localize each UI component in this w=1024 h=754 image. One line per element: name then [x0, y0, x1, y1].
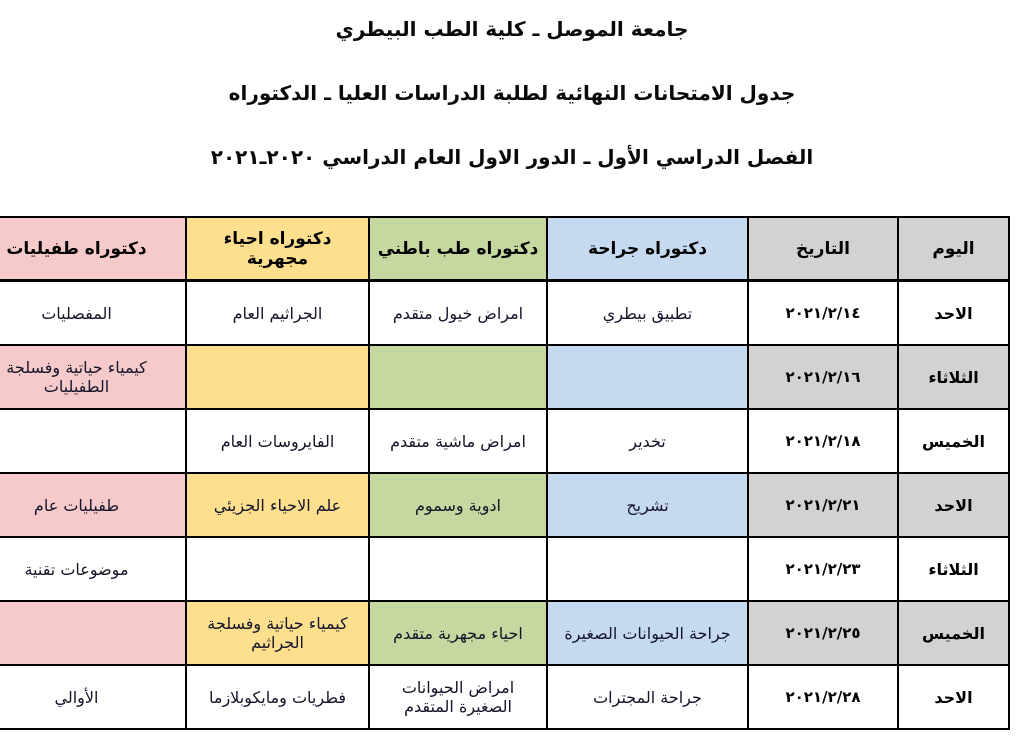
column-header-parasitology: دكتوراه طفيليات	[0, 217, 186, 281]
cell-parasitology: الأوالي	[0, 665, 186, 729]
cell-surgery	[547, 537, 748, 601]
cell-surgery: تخدير	[547, 409, 748, 473]
cell-internal: احياء مجهرية متقدم	[369, 601, 547, 665]
cell-date: ٢٠٢١/٢/٢٨	[748, 665, 898, 729]
cell-day: الثلاثاء	[898, 537, 1009, 601]
table-body	[0, 281, 1009, 730]
cell-parasitology: طفيليات عام	[0, 473, 186, 537]
schedule-title: جدول الامتحانات النهائية لطلبة الدراسات العليا ـ الدكتوراه	[228, 81, 796, 105]
cell-internal: امراض خيول متقدم	[369, 281, 547, 346]
column-header-surgery: دكتوراه جراحة	[547, 217, 748, 281]
cell-internal	[369, 345, 547, 409]
cell-micro	[186, 345, 369, 409]
cell-date: ٢٠٢١/٢/١٦	[748, 345, 898, 409]
semester-title: الفصل الدراسي الأول ـ الدور الاول العام الدراسي ٢٠٢٠ـ٢٠٢١	[210, 145, 814, 169]
table-row	[0, 409, 1009, 473]
exam-schedule-table	[0, 216, 1010, 730]
cell-day: الاحد	[898, 473, 1009, 537]
cell-internal: ادوية وسموم	[369, 473, 547, 537]
table-row	[0, 345, 1009, 409]
cell-date: ٢٠٢١/٢/٢١	[748, 473, 898, 537]
cell-day: الاحد	[898, 665, 1009, 729]
table-header	[0, 217, 1009, 281]
cell-date: ٢٠٢١/٢/١٨	[748, 409, 898, 473]
document-header	[0, 0, 1024, 170]
cell-internal: امراض الحيوانات الصغيرة المتقدم	[369, 665, 547, 729]
cell-internal	[369, 537, 547, 601]
cell-surgery: جراحة المجترات	[547, 665, 748, 729]
cell-surgery: تشريح	[547, 473, 748, 537]
cell-day: الخميس	[898, 601, 1009, 665]
table-row	[0, 537, 1009, 601]
cell-micro: كيمياء حياتية وفسلجة الجراثيم	[186, 601, 369, 665]
cell-parasitology	[0, 601, 186, 665]
cell-micro: الجراثيم العام	[186, 281, 369, 346]
cell-internal: امراض ماشية متقدم	[369, 409, 547, 473]
table-row	[0, 601, 1009, 665]
cell-day: الاحد	[898, 281, 1009, 346]
university-title: جامعة الموصل ـ كلية الطب البيطري	[335, 17, 689, 41]
cell-micro: الفايروسات العام	[186, 409, 369, 473]
cell-surgery: جراحة الحيوانات الصغيرة	[547, 601, 748, 665]
cell-day: الثلاثاء	[898, 345, 1009, 409]
cell-parasitology: موضوعات تقنية	[0, 537, 186, 601]
cell-parasitology	[0, 409, 186, 473]
cell-surgery	[547, 345, 748, 409]
column-header-internal: دكتوراه طب باطني	[369, 217, 547, 281]
column-header-day: اليوم	[898, 217, 1009, 281]
table-row	[0, 281, 1009, 346]
column-header-date: التاريخ	[748, 217, 898, 281]
cell-micro	[186, 537, 369, 601]
cell-parasitology: المفصليات	[0, 281, 186, 346]
column-header-micro: دكتوراه احياء مجهرية	[186, 217, 369, 281]
table-row	[0, 473, 1009, 537]
cell-micro: فطريات ومايكوبلازما	[186, 665, 369, 729]
cell-parasitology: كيمياء حياتية وفسلجة الطفيليات	[0, 345, 186, 409]
cell-day: الخميس	[898, 409, 1009, 473]
cell-date: ٢٠٢١/٢/١٤	[748, 281, 898, 346]
cell-date: ٢٠٢١/٢/٢٥	[748, 601, 898, 665]
cell-date: ٢٠٢١/٢/٢٣	[748, 537, 898, 601]
cell-surgery: تطبيق بيطري	[547, 281, 748, 346]
header-row	[0, 217, 1009, 281]
table-row	[0, 665, 1009, 729]
cell-micro: علم الاحياء الجزيئي	[186, 473, 369, 537]
